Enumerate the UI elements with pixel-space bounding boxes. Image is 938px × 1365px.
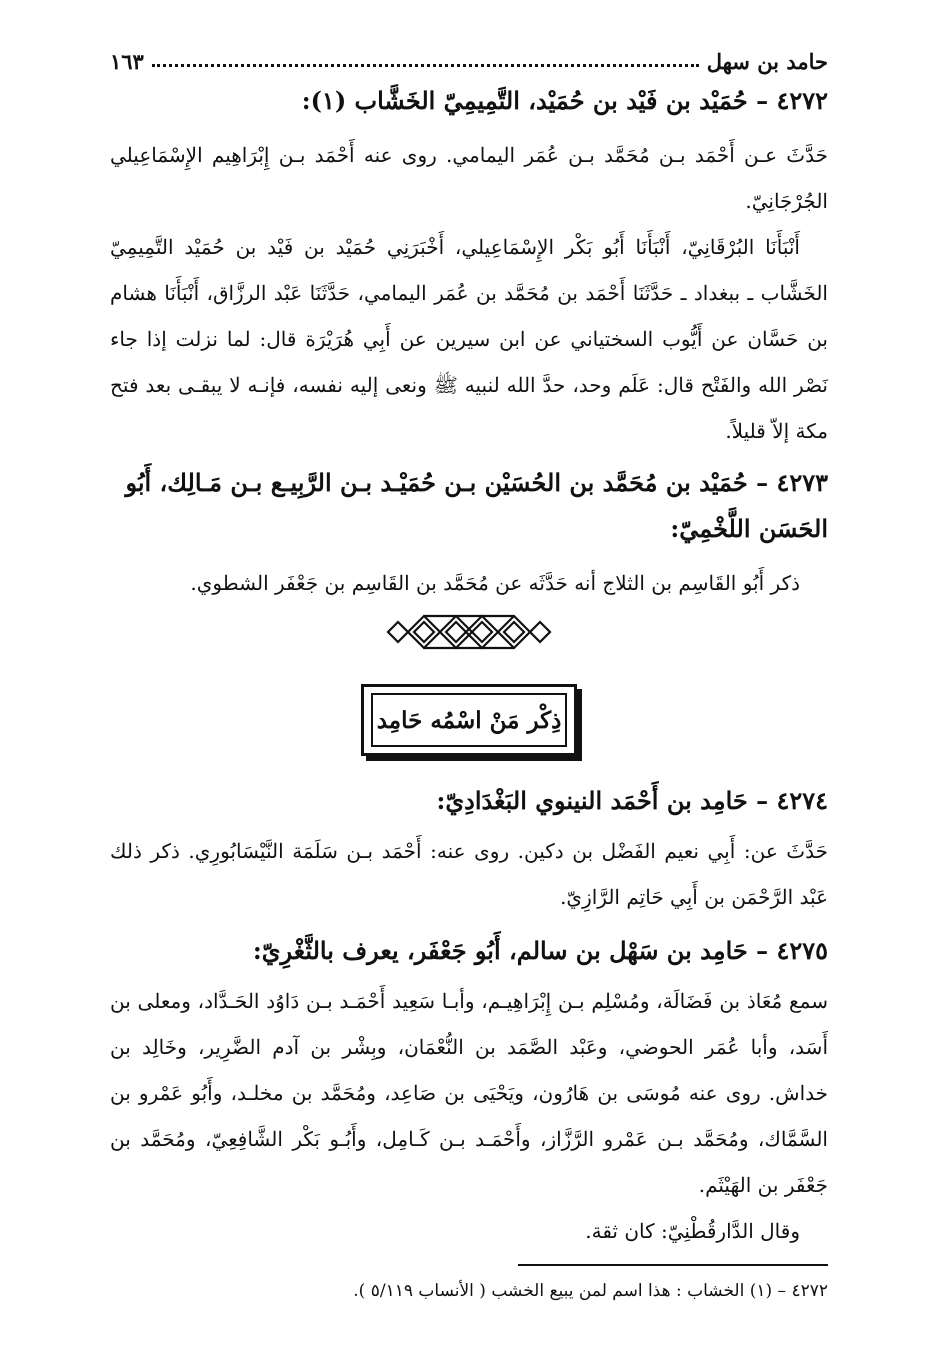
section-heading: ذِكْر مَنْ اسْمُه حَامِد: [371, 693, 567, 747]
footnote: ٤٢٧٢ – (١) الخشاب : هذا اسم لمن يبيع الخشب ( الأنساب ٥/١١٩ ).: [353, 1281, 828, 1301]
entry-paragraph: أَنْبَأَنَا البُرْقَانِيّ، أَنْبَأَنَا أَبُو بَكْر الإِسْمَاعِيلي، أَخْبَرَنِي حُمَيْد بن فَيْد بن حُمَيْد التَّمِيمِيّ الخَشَّاب ـ ببغداد ـ حَدَّثَنَا أَحْمَد بن مُحَمَّد بن عُمَر اليمامي، حَدَّثَنَا عَبْد الرزَّاق، أَنْبَأَنَا هشام بن حَسَّان عن أَيُّوب السختياني عن ابن سيرين عن أَبِي هُرَيْرَة قال: لما نزلت إذا جاء نَصْر الله والفَتْح قال: عَلَم وحد، حدَّ الله لنبيه ﷺ ونعى إليه نفسه، فإنـه لا يبقـى بعد فتح مكة إلاّ قليلاً.: [110, 235, 828, 443]
entry-4272: [110, 78, 828, 454]
entry-title: ٤٢٧٤ – حَامِد بن أَحْمَد النينوي البَغْدَادِيّ:: [436, 786, 828, 815]
running-header: [110, 40, 828, 74]
leader-dots: [152, 64, 699, 67]
running-title: حامد بن سهل: [706, 49, 828, 74]
entry-paragraph: حَدَّثَ عـن أَحْمَد بـن مُحَمَّد بـن عُمَر اليمامي. روى عنه أَحْمَد بـن إِبْرَاهِيم الإِسْمَاعِيلي الجُرْجَانِيّ.: [110, 143, 829, 213]
entry-title: ٤٢٧٢ – حُمَيْد بن فَيْد بن حُمَيْد، التَّمِيمِيّ الخَشَّاب (١):: [301, 86, 828, 115]
page-number: ١٦٣: [110, 49, 144, 74]
entry-4274: [110, 778, 828, 920]
ornament-divider: [0, 612, 938, 652]
entry-title: ٤٢٧٥ – حَامِد بن سَهْل بن سالم، أَبُو جَعْفَر، يعرف بالثَّغْرِيّ:: [252, 936, 828, 965]
entry-paragraph: ذكر أَبُو القَاسِم بن الثلاج أنه حَدَّثَه عن مُحَمَّد بن القَاسِم بن جَعْفَر الشطوي.: [190, 571, 800, 595]
entry-paragraph: حَدَّثَ عن: أَبِي نعيم الفَضْل بن دكين. روى عنه: أَحْمَد بـن سَلَمَة النَّيْسَابُورِي. ذكر ذلك عَبْد الرَّحْمَن بن أَبِي حَاتِم الرَّازِيّ.: [110, 839, 828, 909]
section-heading-box: [361, 684, 577, 756]
entry-4273: [110, 460, 828, 606]
footnote-rule: [518, 1264, 828, 1266]
entry-paragraph: سمع مُعَاذ بن فَضَالَة، ومُسْلِم بـن إِبْرَاهِيـم، وأبـا سَعِيد أَحْمَـد بـن دَاوُد الحَـدَّاد، ومعلى بن أَسَد، وأبا عُمَر الحوضي، وعَبْد الصَّمَد بن النُّعْمَان، وبِشْر بن آدم الضَّرِير، وخَالِد بن خداش. روى عنه مُوسَى بن هَارُون، ويَحْيَى بن صَاعِد، ومُحَمَّد بن مخلـد، وأَبُو عَمْرو بن السَّمَّاك، ومُحَمَّد بـن عَمْرو الرَّزَّاز، وأَحْمَـد بـن كَـامِل، وأَبُـو بَكْر الشَّافِعِيّ، ومُحَمَّد بن جَعْفَر بن الهَيْثَم.: [110, 989, 828, 1197]
entry-4275: [110, 928, 828, 1254]
entry-paragraph: وقال الدَّارقُطْنِيّ: كان ثقة.: [585, 1219, 800, 1243]
entry-title: ٤٢٧٣ – حُمَيْد بن مُحَمَّد بن الحُسَيْن بـن حُمَيْـد بـن الرَّبِيـع بـن مَـالِك، أَبُو الحَسَن اللَّخْمِيّ:: [125, 468, 828, 543]
ornament-icon: [384, 612, 554, 652]
